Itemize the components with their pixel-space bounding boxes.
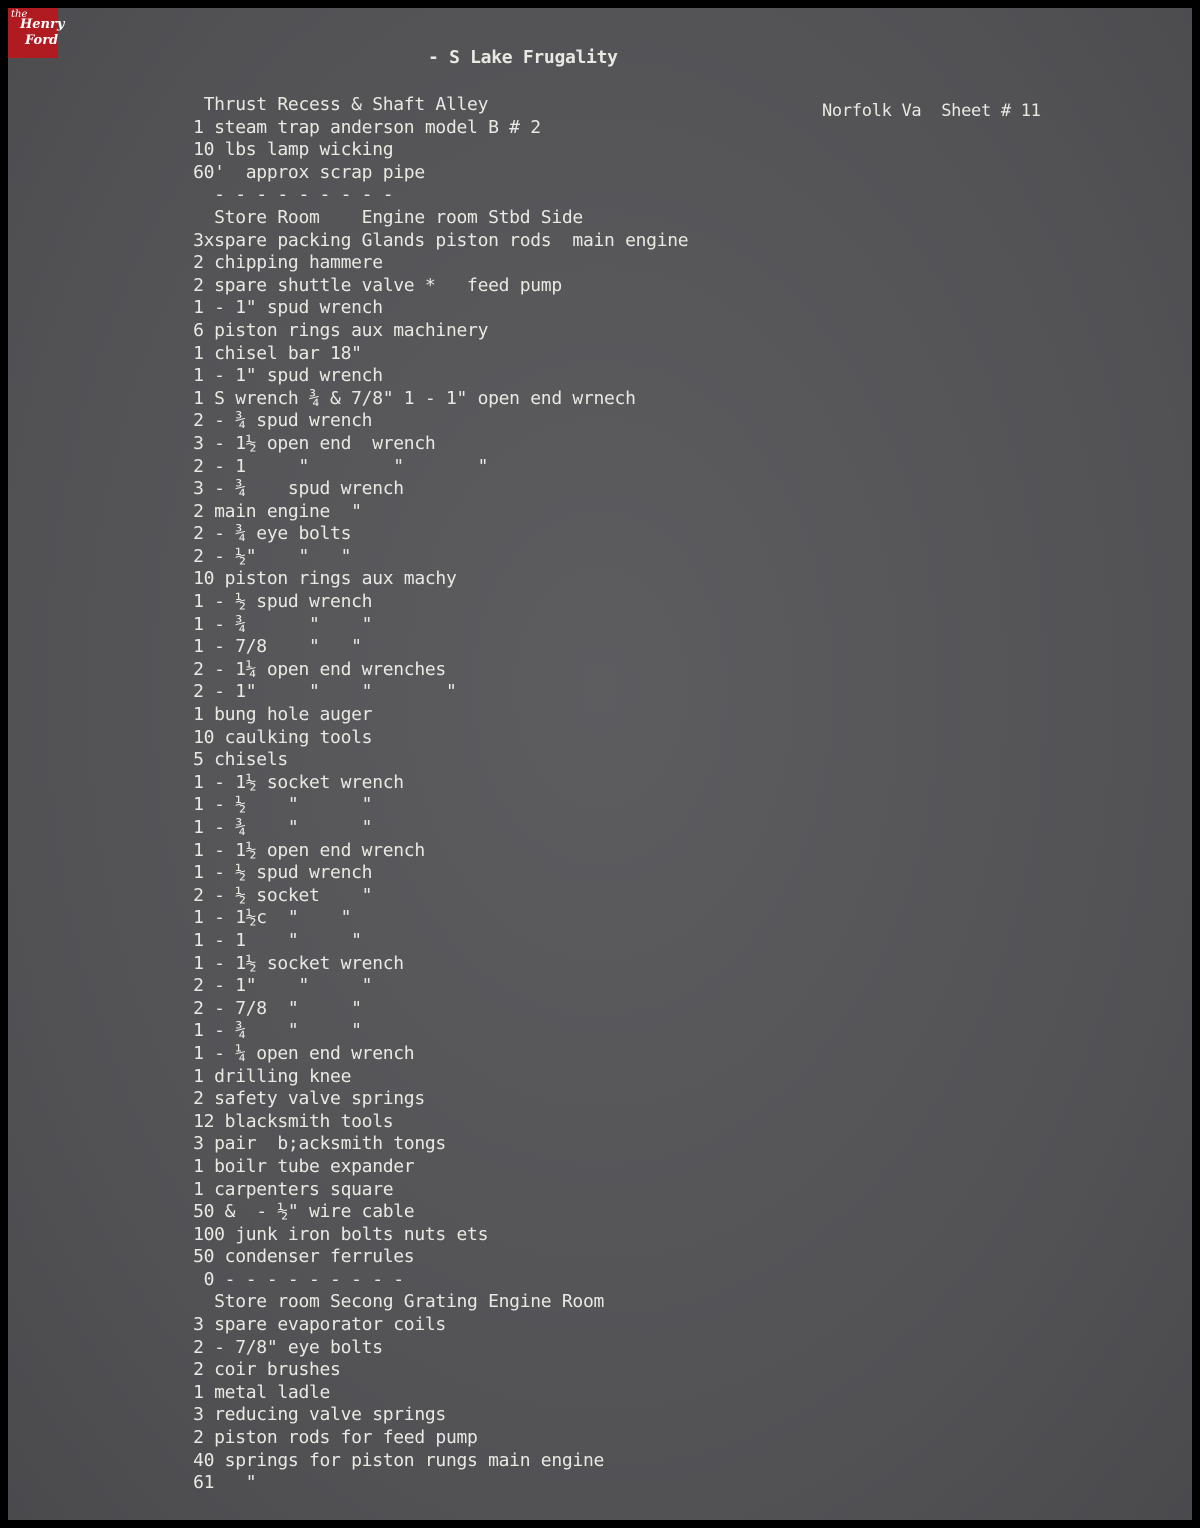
inventory-line: 2 - 1" " " [172,975,373,997]
inventory-line: 1 S wrench ¾ & 7/8" 1 - 1" open end wrnech [172,387,636,409]
inventory-line: 1 - ¾ " " [172,613,373,635]
inventory-line: Thrust Recess & Shaft Alley [172,94,489,115]
inventory-line: 2 - 1 " " " [172,455,489,477]
location-label: Norfolk Va [822,101,922,121]
sheet-number: Sheet # 11 [941,101,1041,121]
sheet-header [822,100,1041,123]
inventory-line: 1 - 1½ open end wrench [172,839,425,861]
inventory-line: 2 chipping hammere [172,252,383,274]
inventory-line: 3 reducing valve springs [172,1404,446,1426]
document-sheet [8,8,1192,1520]
inventory-line: 40 springs for piston rungs main engine [172,1449,605,1471]
inventory-line: 2 - 7/8 " " [172,997,362,1019]
inventory-line: 12 blacksmith tools [172,1110,394,1132]
inventory-line: 2 piston rods for feed pump [172,1427,478,1449]
inventory-line: 2 - ½" " " [172,545,352,567]
inventory-line: 2 - ¾ eye bolts [172,523,352,545]
inventory-line: 1 drilling knee [172,1065,352,1087]
inventory-line: - - - - - - - - - [172,184,394,206]
inventory-line: 1 - 1 " " [172,929,362,951]
inventory-line: 100 junk iron bolts nuts ets [172,1223,489,1245]
inventory-line: 5 chisels [172,749,288,771]
inventory-line: 3 - 1½ open end wrench [172,432,436,454]
inventory-line: 10 caulking tools [172,726,373,748]
inventory-line: 3 spare evaporator coils [172,1314,446,1336]
inventory-line: 2 - 1¼ open end wrenches [172,658,446,680]
inventory-line: 61 " [172,1472,257,1494]
inventory-line: 1 - ¾ " " [172,817,373,838]
inventory-line: 1 - 1" spud wrench [172,297,383,319]
inventory-line: 1 - ½ " " [172,794,373,816]
inventory-line: 2 - 1" " " " [172,681,457,703]
inventory-line: 1 bung hole auger [172,704,373,726]
inventory-line: 0 - - - - - - - - - [172,1268,404,1290]
inventory-line: 50 condenser ferrules [172,1246,415,1268]
inventory-line: 3xspare packing Glands piston rods main engine [172,229,689,251]
inventory-line: 1 chisel bar 18" [172,342,362,364]
inventory-line: 3 pair b;acksmith tongs [172,1133,446,1155]
inventory-line: Store Room Engine room Stbd Side [172,206,583,228]
inventory-line: 1 - ¼ open end wrench [172,1042,415,1064]
logo-ford: Ford [25,33,59,48]
inventory-line: 1 steam trap anderson model B # 2 [172,116,541,138]
inventory-line: 1 metal ladle [172,1381,331,1403]
inventory-line: 50 & - ½" wire cable [172,1201,415,1223]
inventory-line: 2 - 7/8" eye bolts [172,1336,383,1358]
inventory-line: 2 - ½ socket " [172,884,373,906]
inventory-line: 1 - 1½c " " [172,907,352,929]
inventory-line: 1 - ½ spud wrench [172,591,373,613]
inventory-line: 10 lbs lamp wicking [172,139,394,161]
inventory-line: 3 - ¾ spud wrench [172,478,404,500]
inventory-line: 2 main engine " [172,500,362,522]
inventory-line: 1 boilr tube expander [172,1155,415,1177]
logo-henry: Henry [20,17,65,32]
inventory-line: 6 piston rings aux machinery [172,319,489,341]
inventory-line: 1 - 1½ socket wrench [172,771,404,793]
inventory-line: 1 carpenters square [172,1178,394,1200]
inventory-list [172,94,688,1495]
inventory-line: 1 - 1" spud wrench [172,365,383,387]
inventory-line: 1 - ½ spud wrench [172,862,373,884]
inventory-line: 1 - 1½ socket wrench [172,952,404,974]
inventory-line: 60' approx scrap pipe [172,161,425,183]
inventory-line: Store room Secong Grating Engine Room [172,1291,605,1313]
inventory-line: 1 - 7/8 " " [172,636,362,658]
inventory-line: 10 piston rings aux machy [172,568,457,590]
document-title: - S Lake Frugality [428,47,618,68]
inventory-line: 2 spare shuttle valve * feed pump [172,274,562,296]
inventory-line: 1 - ¾ " " [172,1020,362,1042]
henry-ford-logo [8,8,65,58]
inventory-line: 2 safety valve springs [172,1088,425,1110]
logo-the: the [11,9,28,20]
inventory-line: 2 coir brushes [172,1359,341,1381]
inventory-line: 2 - ¾ spud wrench [172,410,373,432]
